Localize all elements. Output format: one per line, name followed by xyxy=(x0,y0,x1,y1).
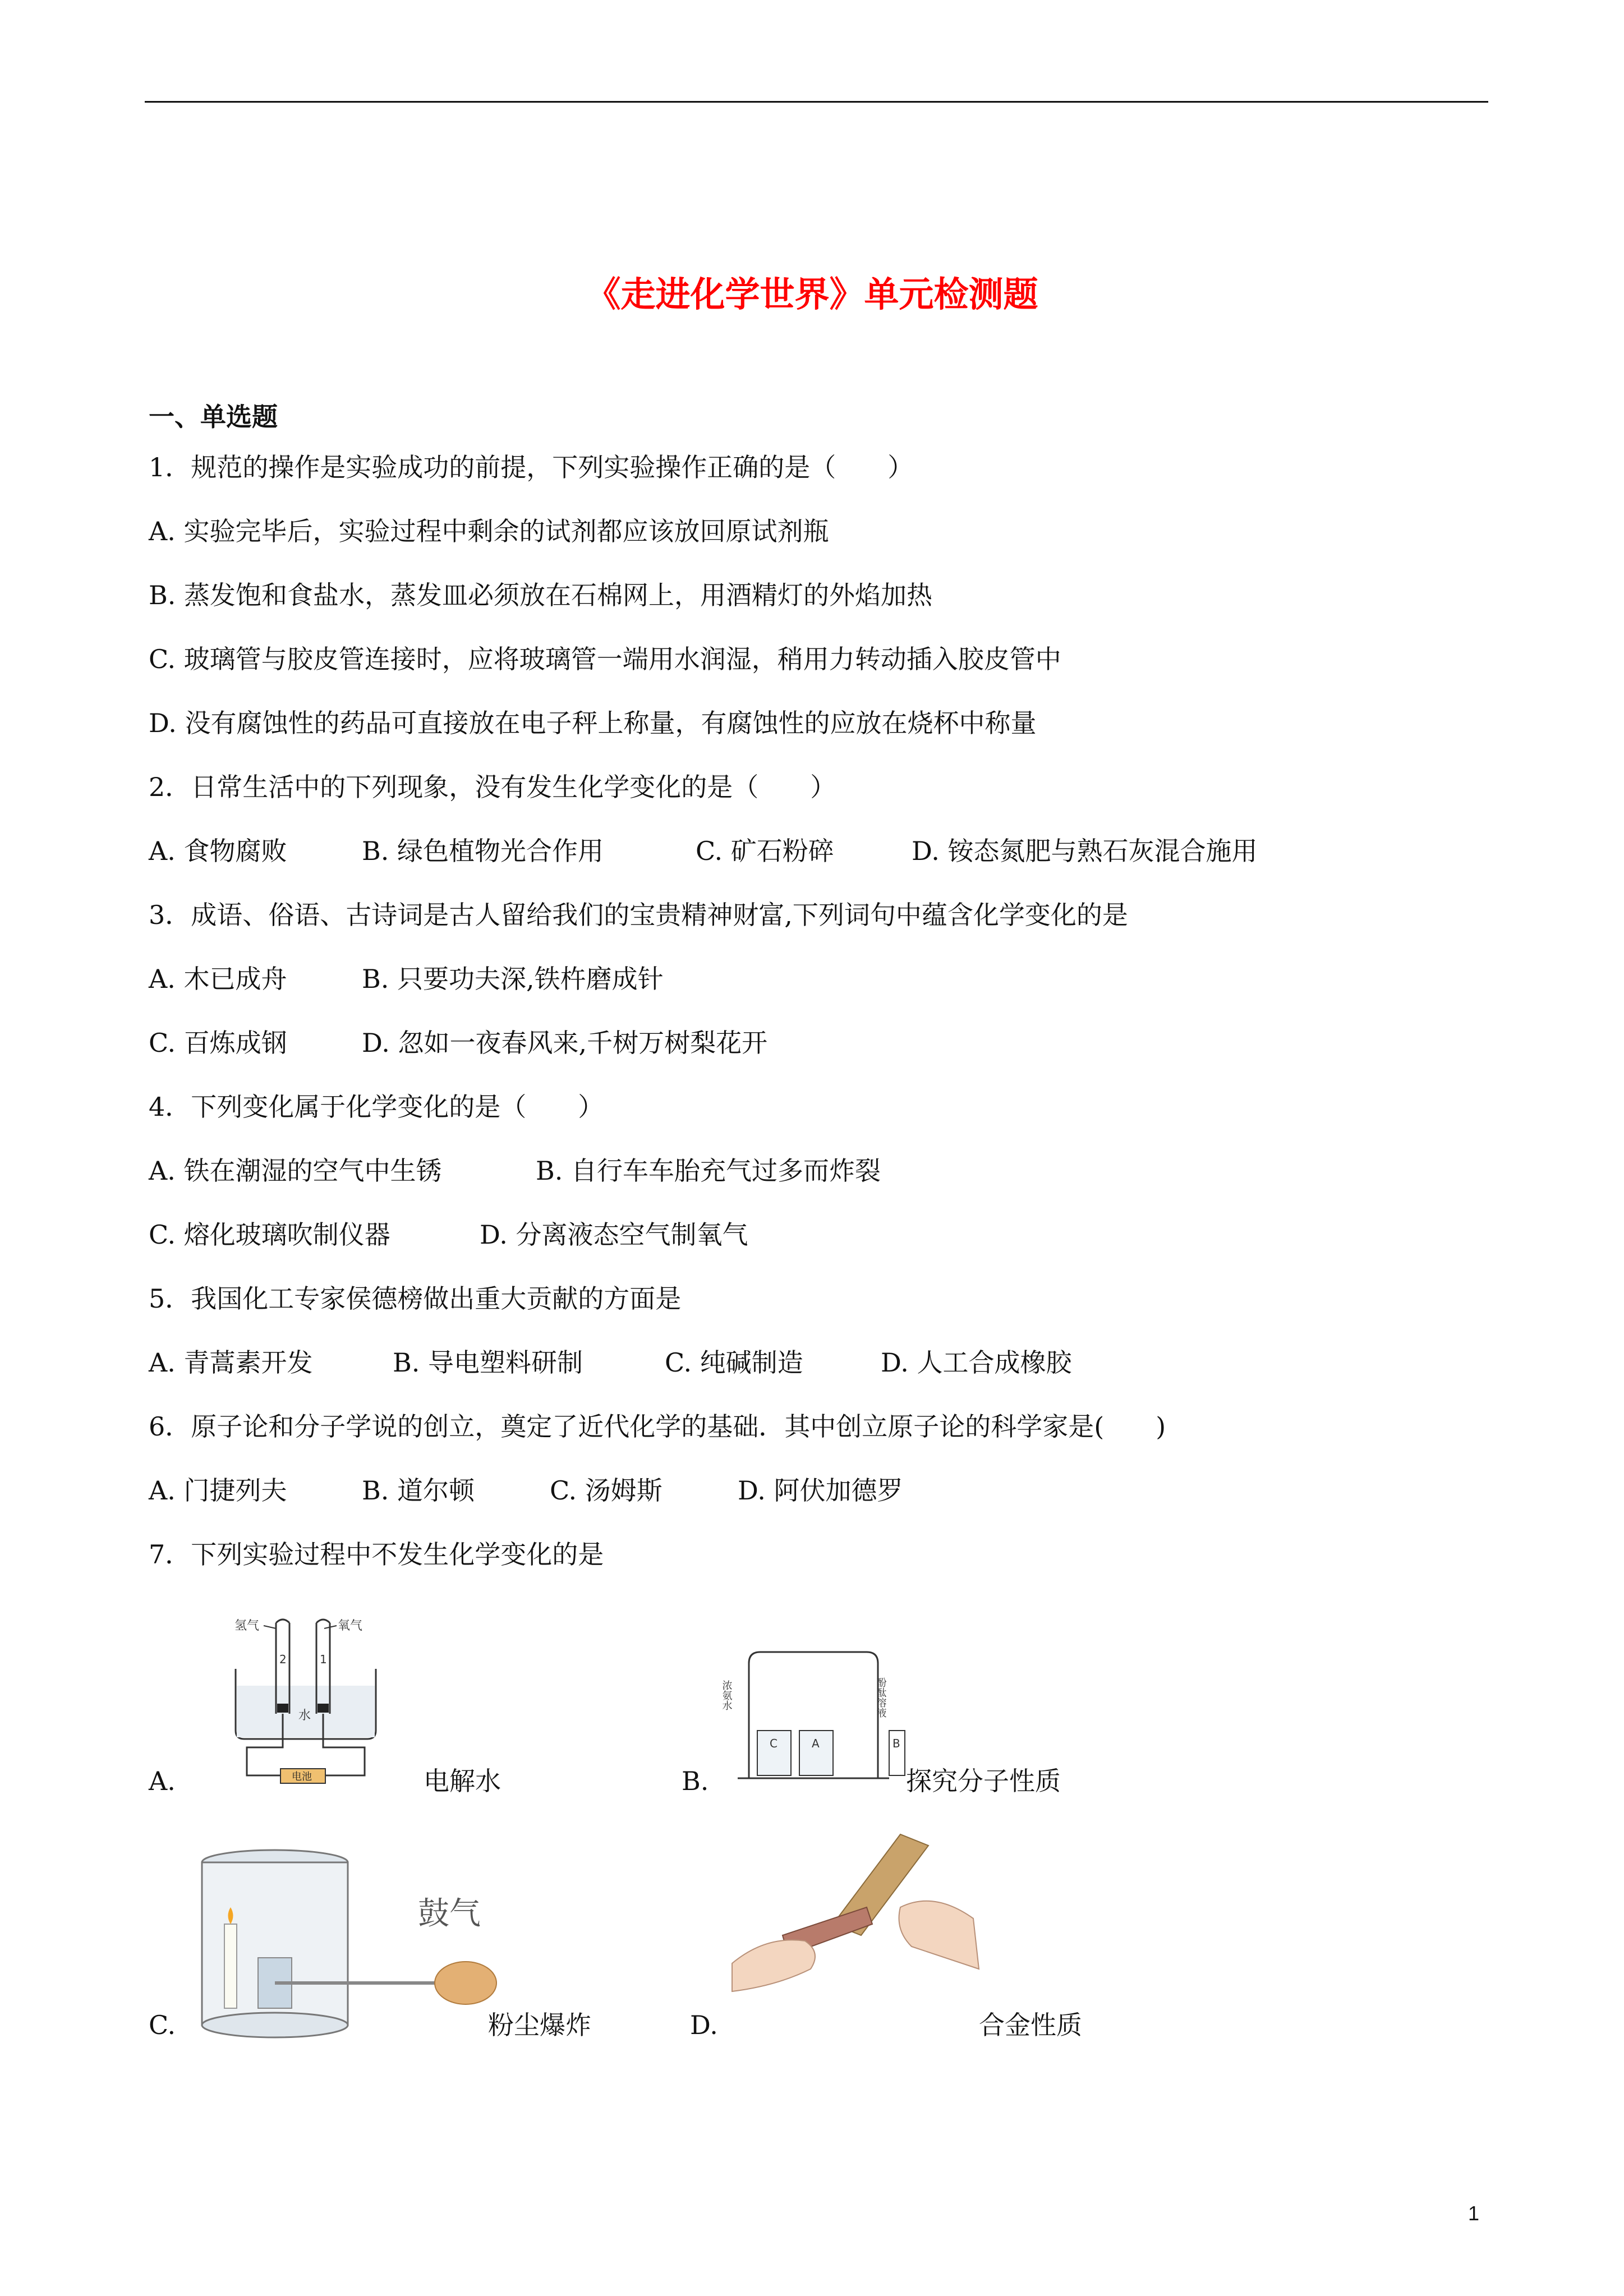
question-4-option-b[interactable]: B. 自行车车胎充气过多而炸裂 xyxy=(536,1156,881,1186)
question-5-option-a[interactable]: A. 青蒿素开发 xyxy=(149,1347,313,1378)
question-1-stem: 1．规范的操作是实验成功的前提，下列实验操作正确的是（ ） xyxy=(149,452,914,482)
electrolysis-figure xyxy=(213,1607,398,1787)
question-7-option-d-caption: 合金性质 xyxy=(979,2010,1082,2040)
question-7-option-a-caption: 电解水 xyxy=(424,1766,501,1796)
question-4-stem: 4．下列变化属于化学变化的是（ ） xyxy=(149,1092,604,1122)
question-3-option-a[interactable]: A. 木已成舟 xyxy=(149,964,287,994)
question-1-option-a[interactable]: A. 实验完毕后，实验过程中剩余的试剂都应该放回原试剂瓶 xyxy=(149,516,829,546)
molecule-diffusion-figure xyxy=(720,1646,906,1787)
tube-tick-2: 2 xyxy=(279,1653,287,1666)
beaker-c-label: C xyxy=(770,1737,778,1750)
dust-explosion-figure xyxy=(191,1840,505,2042)
oxygen-label: 氧气 xyxy=(338,1619,363,1633)
page-number: 1 xyxy=(1467,2202,1479,2225)
question-3-option-c[interactable]: C. 百炼成钢 xyxy=(149,1028,287,1058)
question-7-option-c-caption: 粉尘爆炸 xyxy=(488,2010,591,2040)
beaker-a-label: A xyxy=(812,1737,820,1750)
question-2-stem: 2．日常生活中的下列现象，没有发生化学变化的是（ ） xyxy=(149,772,836,802)
question-4-option-c[interactable]: C. 熔化玻璃吹制仪器 xyxy=(149,1220,390,1250)
header-rule xyxy=(145,101,1488,103)
question-5-option-b[interactable]: B. 导电塑料研制 xyxy=(393,1347,583,1378)
hydrogen-label: 氢气 xyxy=(234,1619,260,1633)
ammonia-label: 浓氨水 xyxy=(720,1680,733,1710)
question-1-option-d[interactable]: D. 没有腐蚀性的药品可直接放在电子秤上称量，有腐蚀性的应放在烧杯中称量 xyxy=(149,708,1037,738)
battery-label: 电池 xyxy=(292,1771,312,1783)
alloy-scratch-figure xyxy=(732,1823,979,2042)
tube-tick-1: 1 xyxy=(320,1653,327,1666)
question-6-option-b[interactable]: B. 道尔顿 xyxy=(362,1475,475,1506)
question-6-option-a[interactable]: A. 门捷列夫 xyxy=(149,1475,287,1506)
question-5-option-c[interactable]: C. 纯碱制造 xyxy=(665,1347,803,1378)
question-2-option-c[interactable]: C. 矿石粉碎 xyxy=(696,836,834,866)
question-4-option-d[interactable]: D. 分离液态空气制氧气 xyxy=(480,1220,748,1250)
water-label: 水 xyxy=(298,1709,311,1723)
question-7-option-d-letter[interactable]: D. xyxy=(690,2010,718,2040)
page-title: 《走进化学世界》单元检测题 xyxy=(586,274,1038,315)
question-1-option-b[interactable]: B. 蒸发饱和食盐水，蒸发皿必须放在石棉网上，用酒精灯的外焰加热 xyxy=(149,580,933,610)
question-2-option-d[interactable]: D. 铵态氮肥与熟石灰混合施用 xyxy=(912,836,1258,866)
phenolphthalein-label: 酚酞溶液 xyxy=(875,1677,887,1718)
beaker-b-label: B xyxy=(892,1737,900,1750)
question-7-option-a-letter[interactable]: A. xyxy=(149,1766,176,1796)
question-3-stem: 3．成语、俗语、古诗词是古人留给我们的宝贵精神财富,下列词句中蕴含化学变化的是 xyxy=(149,900,1128,930)
question-3-option-d[interactable]: D. 忽如一夜春风来,千树万树梨花开 xyxy=(362,1028,768,1058)
question-7-option-b-letter[interactable]: B. xyxy=(682,1766,709,1796)
question-6-option-d[interactable]: D. 阿伏加德罗 xyxy=(738,1475,903,1506)
question-2-option-b[interactable]: B. 绿色植物光合作用 xyxy=(362,836,604,866)
question-6-option-c[interactable]: C. 汤姆斯 xyxy=(550,1475,663,1506)
question-5-option-d[interactable]: D. 人工合成橡胶 xyxy=(881,1347,1072,1378)
question-7-option-c-letter[interactable]: C. xyxy=(149,2010,176,2040)
question-4-option-a[interactable]: A. 铁在潮湿的空气中生锈 xyxy=(149,1156,442,1186)
question-2-option-a[interactable]: A. 食物腐败 xyxy=(149,836,287,866)
question-1-option-c[interactable]: C. 玻璃管与胶皮管连接时，应将玻璃管一端用水润湿，稍用力转动插入胶皮管中 xyxy=(149,644,1061,674)
question-3-option-b[interactable]: B. 只要功夫深,铁杵磨成针 xyxy=(362,964,664,994)
section-heading: 一、单选题 xyxy=(149,402,278,432)
question-6-stem: 6．原子论和分子学说的创立，奠定了近代化学的基础．其中创立原子论的科学家是( ) xyxy=(149,1411,1166,1442)
question-5-stem: 5．我国化工专家侯德榜做出重大贡献的方面是 xyxy=(149,1283,682,1314)
question-7-stem: 7．下列实验过程中不发生化学变化的是 xyxy=(149,1539,604,1570)
blow-air-label: 鼓气 xyxy=(418,1895,481,1932)
question-7-option-b-caption: 探究分子性质 xyxy=(906,1766,1061,1796)
